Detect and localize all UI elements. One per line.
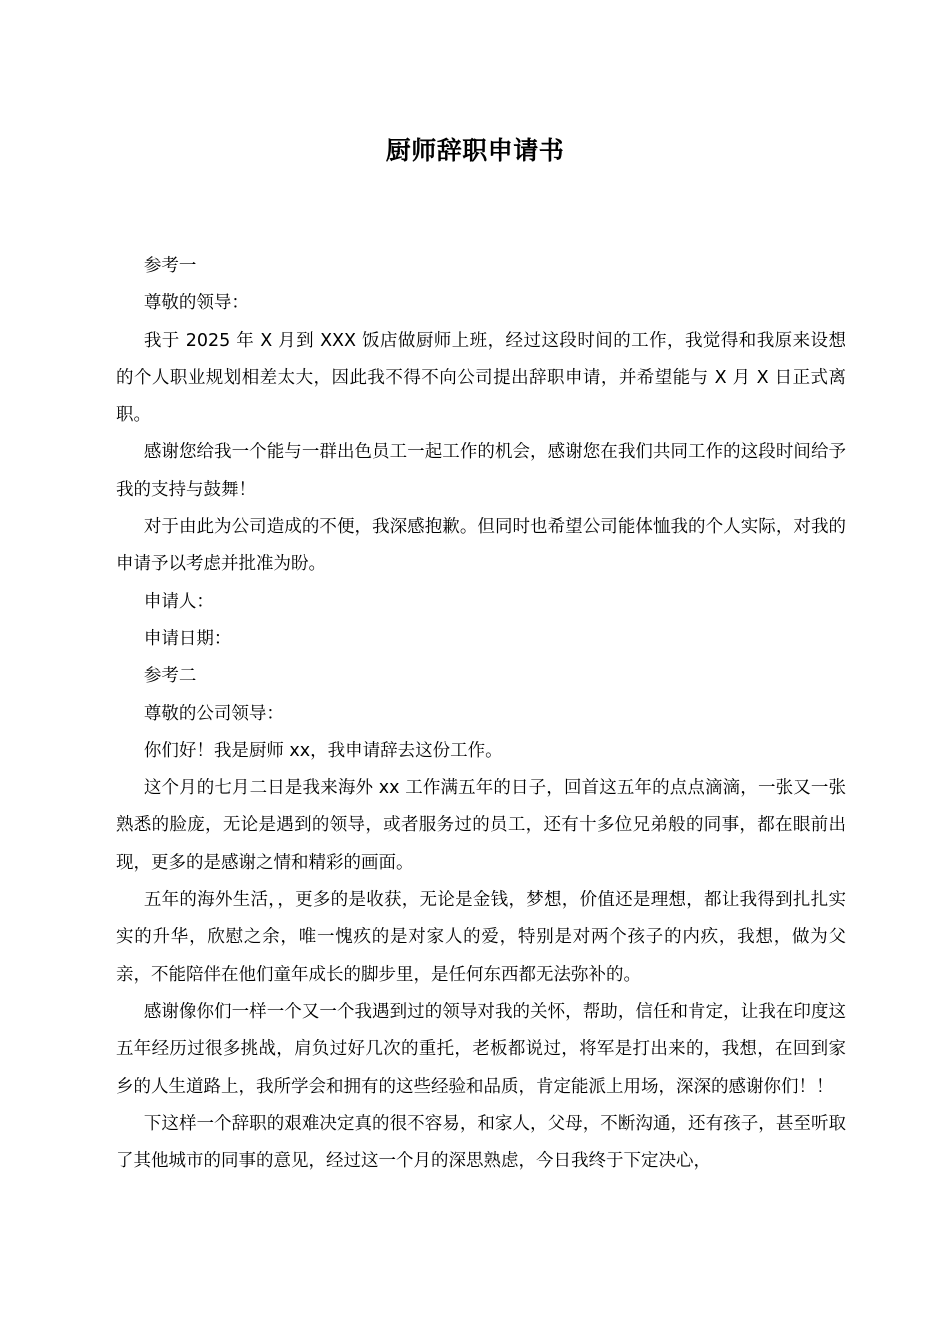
body-paragraph: 我于 2025 年 X 月到 XXX 饭店做厨师上班，经过这段时间的工作，我觉得和我原来设想的个人职业规划相差太大，因此我不得不向公司提出辞职申请，并希望能与 X 月 X 日正式离职。 [116,330,846,426]
body-paragraph: 下这样一个辞职的艰难决定真的很不容易，和家人，父母，不断沟通，还有孩子，甚至听取了其他城市的同事的意见，经过这一个月的深思熟虑，今日我终于下定决心， [116,1113,846,1172]
application-date-line: 申请日期： [143,628,232,649]
section-heading-reference-2: 参考二 [143,666,197,687]
body-paragraph: 对于由此为公司造成的不便，我深感抱歉。但同时也希望公司能体恤我的个人实际，对我的申请予以考虑并批准为盼。 [116,517,846,575]
applicant-line: 申请人： [143,591,214,612]
salutation-paragraph: 尊敬的领导： [143,293,249,314]
body-paragraph: 感谢您给我一个能与一群出色员工一起工作的机会，感谢您在我们共同工作的这段时间给予我的支持与鼓舞！ [116,442,846,500]
section-heading-reference-1: 参考一 [143,256,197,276]
document-title: 厨师辞职申请书 [385,136,565,165]
body-paragraph: 感谢像你们一样一个又一个我遇到过的领导对我的关怀，帮助，信任和肯定，让我在印度这五年经历过很多挑战，肩负过好几次的重托，老板都说过，将军是打出来的，我想，在回到家乡的人生道路上，我所学会和拥有的这些经验和品质，肯定能派上用场，深深的感谢你们！！ [116,1001,846,1097]
body-paragraph: 这个月的七月二日是我来海外 xx 工作满五年的日子，回首这五年的点点滴滴，一张又一张熟悉的脸庞，无论是遇到的领导，或者服务过的员工，还有十多位兄弟般的同事，都在眼前出现，更多的是感谢之情和精彩的画面。 [116,778,846,873]
body-paragraph: 你们好！我是厨师 xx，我申请辞去这份工作。 [143,740,503,761]
document-body [116,248,846,1180]
salutation-paragraph: 尊敬的公司领导： [143,703,284,724]
body-paragraph: 五年的海外生活，，更多的是收获，无论是金钱，梦想，价值还是理想，都让我得到扎扎实实的升华，欣慰之余，唯一愧疚的是对家人的爱，特别是对两个孩子的内疚，我想，做为父亲，不能陪伴在他们童年成长的脚步里，是任何东西都无法弥补的。 [116,890,846,985]
